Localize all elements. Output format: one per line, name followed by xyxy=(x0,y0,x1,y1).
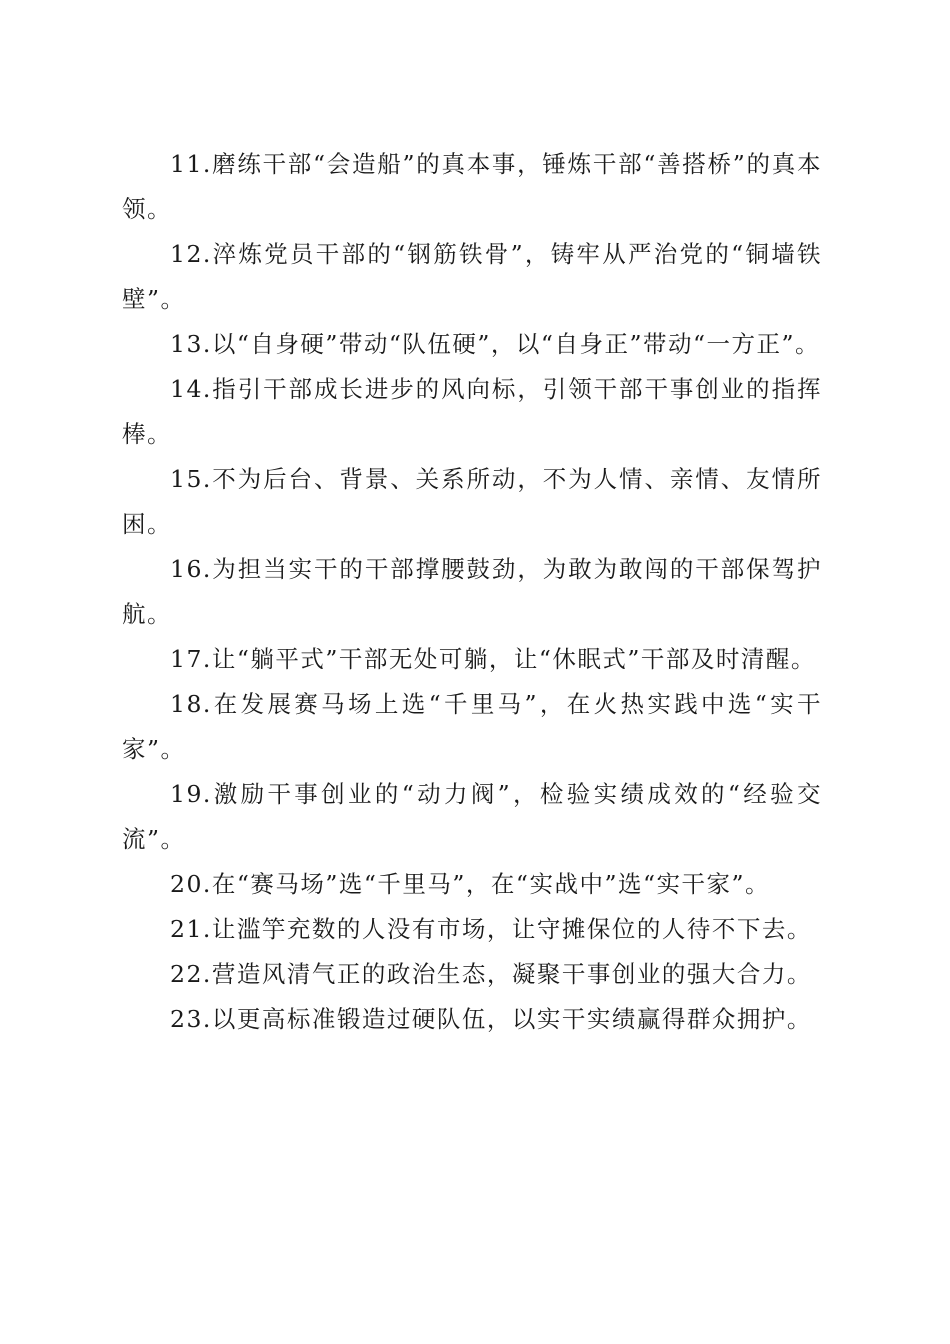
paragraph-15: 15.不为后台、背景、关系所动，不为人情、亲情、友情所困。 xyxy=(122,465,822,538)
document-body xyxy=(122,142,822,1042)
paragraph-11: 11.磨练干部“会造船”的真本事，锤炼干部“善搭桥”的真本领。 xyxy=(122,150,822,223)
paragraph-21: 21.让滥竽充数的人没有市场，让守摊保位的人待不下去。 xyxy=(170,915,812,943)
paragraph-23: 23.以更高标准锻造过硬队伍，以实干实绩赢得群众拥护。 xyxy=(170,1005,812,1033)
paragraph-20: 20.在“赛马场”选“千里马”，在“实战中”选“实干家”。 xyxy=(170,870,770,898)
paragraph-22: 22.营造风清气正的政治生态，凝聚干事创业的强大合力。 xyxy=(170,960,812,988)
paragraph-17: 17.让“躺平式”干部无处可躺，让“休眠式”干部及时清醒。 xyxy=(170,645,816,673)
paragraph-13: 13.以“自身硬”带动“队伍硬”，以“自身正”带动“一方正”。 xyxy=(170,330,820,358)
paragraph-12: 12.淬炼党员干部的“钢筋铁骨”，铸牢从严治党的“铜墙铁壁”。 xyxy=(122,240,822,313)
paragraph-14: 14.指引干部成长进步的风向标，引领干部干事创业的指挥棒。 xyxy=(122,375,822,448)
paragraph-16: 16.为担当实干的干部撑腰鼓劲，为敢为敢闯的干部保驾护航。 xyxy=(122,555,822,628)
paragraph-18: 18.在发展赛马场上选“千里马”，在火热实践中选“实干家”。 xyxy=(122,690,822,763)
paragraph-19: 19.激励干事创业的“动力阀”，检验实绩成效的“经验交流”。 xyxy=(122,780,822,853)
